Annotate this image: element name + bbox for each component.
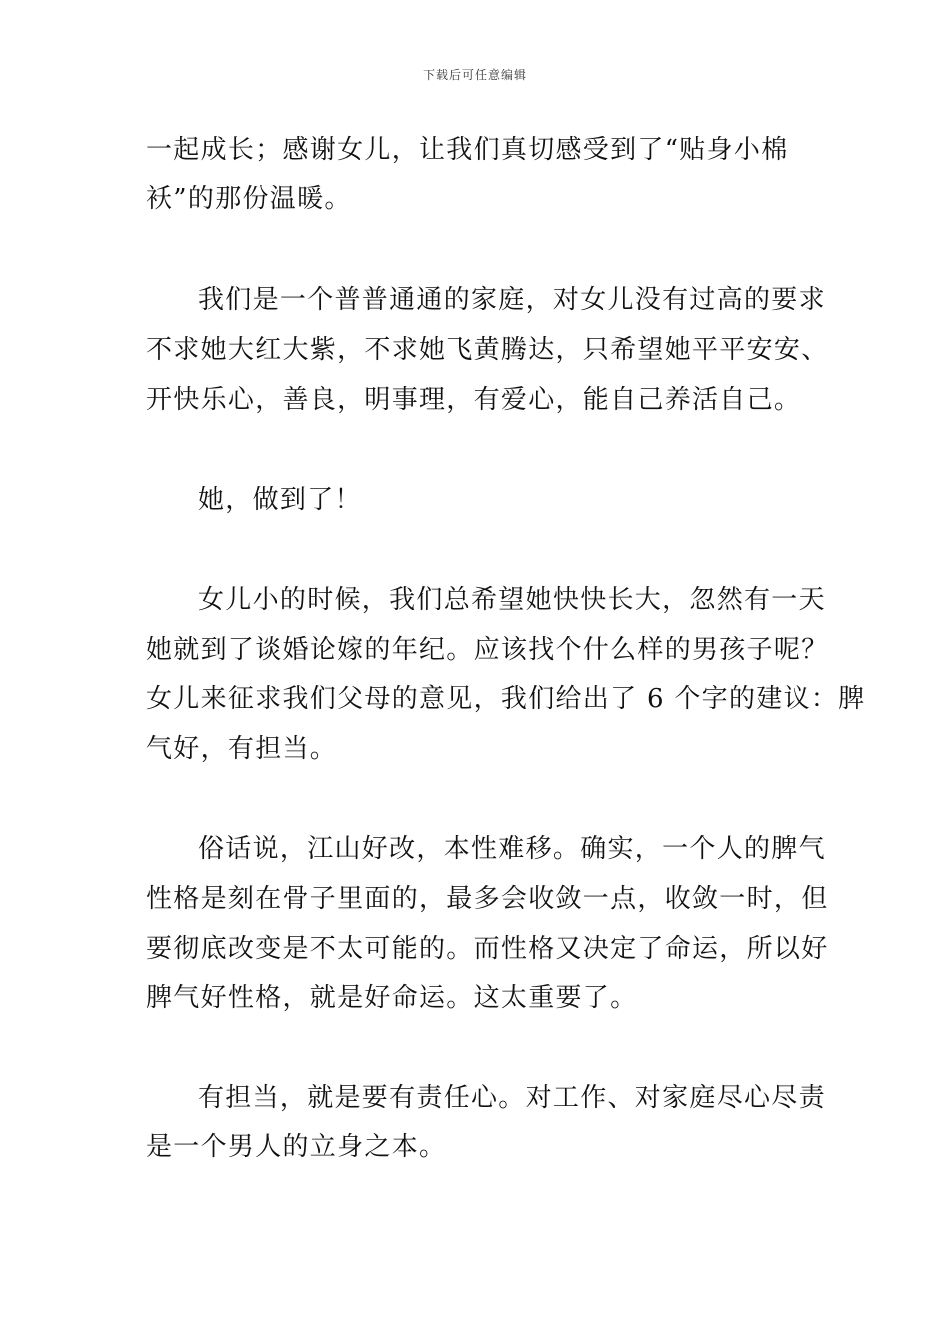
paragraph-line: 我们是一个普普通通的家庭，对女儿没有过高的要求: [198, 285, 826, 315]
paragraph-line: 是一个男人的立身之本。: [146, 1132, 447, 1162]
paragraph-line: 女儿小的时候，我们总希望她快快长大，忽然有一天: [198, 585, 826, 615]
header-note: 下载后可任意编辑: [422, 68, 527, 82]
paragraph-line: 要彻底改变是不太可能的。而性格又决定了命运，所以好: [146, 934, 829, 964]
paragraph-line: 袄”的那份温暖。: [146, 184, 352, 214]
paragraph-line: 一起成长；感谢女儿，让我们真切感受到了“贴身小棉: [146, 135, 789, 165]
paragraph-line: 不求她大红大紫，不求她飞黄腾达，只希望她平平安安、: [146, 335, 829, 365]
paragraph-line: 开快乐心，善良，明事理，有爱心，能自己养活自己。: [146, 385, 802, 415]
paragraph-line: 俗话说，江山好改，本性难移。确实，一个人的脾气: [198, 834, 826, 864]
paragraph-line: 她，做到了！: [198, 485, 362, 515]
paragraph-line: 她就到了谈婚论嫁的年纪。应该找个什么样的男孩子呢？: [146, 635, 829, 665]
paragraph-line: 气好，有担当。: [146, 734, 338, 764]
paragraph-line: 有担当，就是要有责任心。对工作、对家庭尽心尽责: [198, 1083, 826, 1113]
paragraph-line: 脾气好性格，就是好命运。这太重要了。: [146, 983, 638, 1013]
paragraph-line: 女儿来征求我们父母的意见，我们给出了 6 个字的建议：脾: [146, 684, 866, 714]
paragraph-line: 性格是刻在骨子里面的，最多会收敛一点，收敛一时，但: [146, 884, 829, 914]
